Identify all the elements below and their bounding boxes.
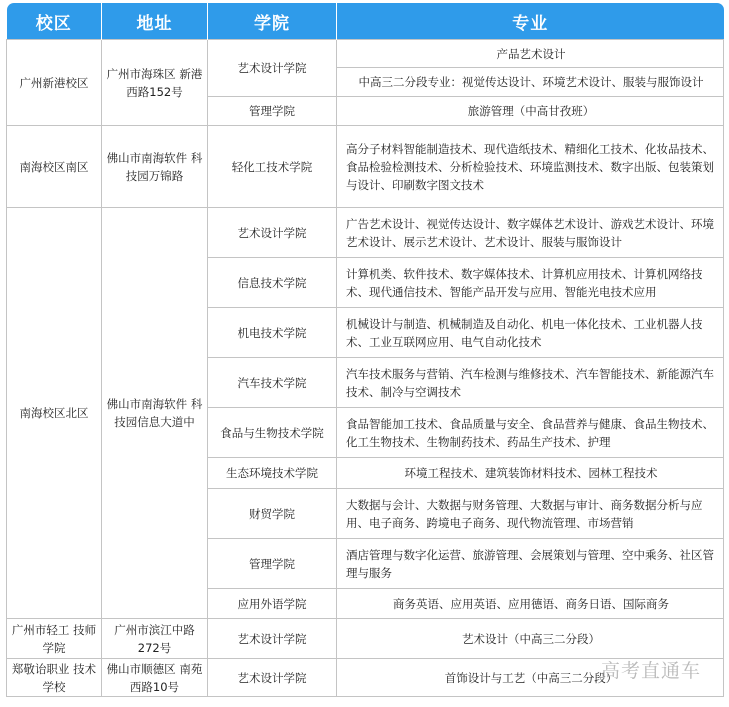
table-container (6, 3, 723, 697)
college-cell: 机电技术学院 (208, 308, 337, 358)
college-cell: 应用外语学院 (208, 589, 337, 619)
major-cell: 旅游管理（中高甘孜班） (337, 97, 724, 126)
table-header-row (7, 3, 724, 40)
major-cell: 首饰设计与工艺（中高三二分段） (337, 659, 724, 697)
campus-cell: 郑敬诒职业 技术学校 (7, 659, 102, 697)
major-cell: 机械设计与制造、机械制造及自动化、机电一体化技术、工业机器人技术、工业互联网应用、电气自动化技术 (337, 308, 724, 358)
address-cell: 佛山市南海软件 科技园信息大道中 (102, 208, 208, 619)
college-cell: 艺术设计学院 (208, 659, 337, 697)
address-cell: 佛山市顺德区 南苑西路10号 (102, 659, 208, 697)
major-cell: 广告艺术设计、视觉传达设计、数字媒体艺术设计、游戏艺术设计、环境艺术设计、展示艺术设计、艺术设计、服装与服饰设计 (337, 208, 724, 258)
college-cell: 汽车技术学院 (208, 358, 337, 408)
campus-cell: 南海校区北区 (7, 208, 102, 619)
college-cell: 食品与生物技术学院 (208, 408, 337, 458)
header-major: 专业 (337, 3, 724, 40)
header-address: 地址 (102, 3, 208, 40)
college-cell: 艺术设计学院 (208, 619, 337, 659)
header-college: 学院 (208, 3, 337, 40)
college-cell: 管理学院 (208, 539, 337, 589)
program-table (6, 3, 724, 697)
major-cell: 高分子材料智能制造技术、现代造纸技术、精细化工技术、化妆品技术、食品检验检测技术、分析检验技术、环境监测技术、数字出版、包装策划与设计、印刷数字图文技术 (337, 126, 724, 208)
major-cell: 商务英语、应用英语、应用德语、商务日语、国际商务 (337, 589, 724, 619)
address-cell: 佛山市南海软件 科技园万锦路 (102, 126, 208, 208)
college-cell: 管理学院 (208, 97, 337, 126)
college-cell: 艺术设计学院 (208, 40, 337, 97)
major-cell: 计算机类、软件技术、数字媒体技术、计算机应用技术、计算机网络技术、现代通信技术、智能产品开发与应用、智能光电技术应用 (337, 258, 724, 308)
watermark: 高考直通车 (600, 660, 701, 682)
table-row (7, 40, 724, 68)
major-cell: 食品智能加工技术、食品质量与安全、食品营养与健康、食品生物技术、化工生物技术、生物制药技术、药品生产技术、护理 (337, 408, 724, 458)
header-campus: 校区 (7, 3, 102, 40)
major-cell: 酒店管理与数字化运营、旅游管理、会展策划与管理、空中乘务、社区管理与服务 (337, 539, 724, 589)
major-cell: 艺术设计（中高三二分段） (337, 619, 724, 659)
major-cell: 环境工程技术、建筑装饰材料技术、园林工程技术 (337, 458, 724, 489)
college-cell: 财贸学院 (208, 489, 337, 539)
table-row (7, 619, 724, 659)
campus-cell: 南海校区南区 (7, 126, 102, 208)
table-row (7, 126, 724, 208)
college-cell: 信息技术学院 (208, 258, 337, 308)
major-cell: 产品艺术设计 (337, 40, 724, 68)
address-cell: 广州市海珠区 新港西路152号 (102, 40, 208, 126)
college-cell: 生态环境技术学院 (208, 458, 337, 489)
major-cell: 汽车技术服务与营销、汽车检测与维修技术、汽车智能技术、新能源汽车技术、制冷与空调技术 (337, 358, 724, 408)
campus-cell: 广州市轻工 技师学院 (7, 619, 102, 659)
college-cell: 轻化工技术学院 (208, 126, 337, 208)
major-cell: 中高三二分段专业：视觉传达设计、环境艺术设计、服装与服饰设计 (337, 68, 724, 97)
campus-cell: 广州新港校区 (7, 40, 102, 126)
address-cell: 广州市滨江中路 272号 (102, 619, 208, 659)
table-row (7, 208, 724, 258)
major-cell: 大数据与会计、大数据与财务管理、大数据与审计、商务数据分析与应用、电子商务、跨境电子商务、现代物流管理、市场营销 (337, 489, 724, 539)
college-cell: 艺术设计学院 (208, 208, 337, 258)
